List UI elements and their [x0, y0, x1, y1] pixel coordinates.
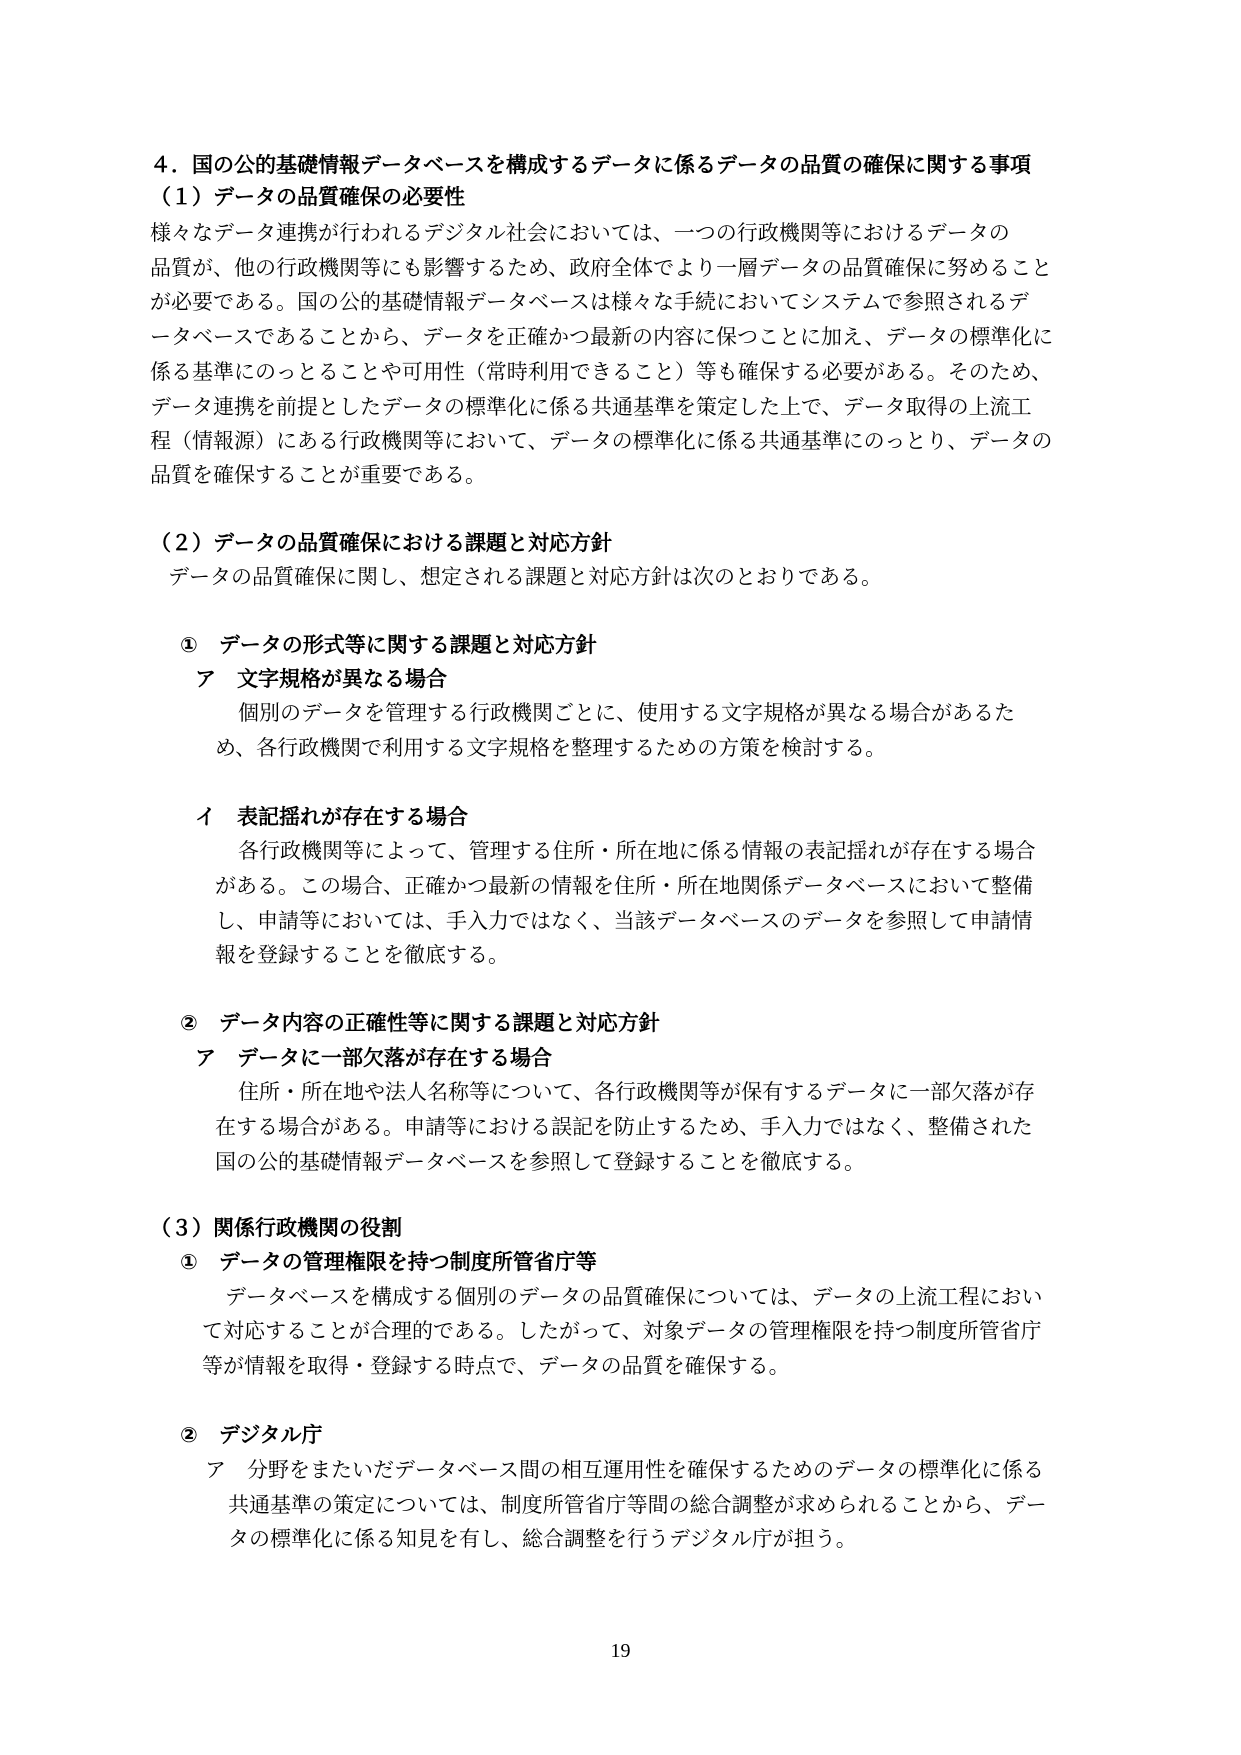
paragraph-line: 住所・所在地や法人名称等について、各行政機関等が保有するデータに一部欠落が存 — [238, 1080, 1036, 1104]
subitem-heading: ア 文字規格が異なる場合 — [195, 667, 447, 691]
paragraph-line: データ連携を前提としたデータの標準化に係る共通基準を策定した上で、データ取得の上流工 — [150, 395, 1032, 419]
subsection-2-heading: （２）データの品質確保における課題と対応方針 — [150, 531, 612, 555]
paragraph-line: 様々なデータ連携が行われるデジタル社会においては、一つの行政機関等におけるデータの — [150, 221, 1010, 245]
paragraph-line: 国の公的基礎情報データベースを参照して登録することを徹底する。 — [215, 1150, 865, 1174]
paragraph-line: し、申請等においては、手入力ではなく、当該データベースのデータを参照して申請情 — [215, 909, 1033, 933]
paragraph-line: 共通基準の策定については、制度所管省庁等間の総合調整が求められることから、デー — [228, 1493, 1047, 1517]
section-heading: ４．国の公的基礎情報データベースを構成するデータに係るデータの品質の確保に関する事項 — [150, 153, 1031, 177]
paragraph-line: が必要である。国の公的基礎情報データベースは様々な手続においてシステムで参照されるデ — [150, 290, 1029, 314]
item-heading: ② データ内容の正確性等に関する課題と対応方針 — [180, 1011, 660, 1035]
paragraph-line: 各行政機関等によって、管理する住所・所在地に係る情報の表記揺れが存在する場合 — [238, 839, 1036, 863]
paragraph-line: データベースを構成する個別のデータの品質確保については、データの上流工程におい — [225, 1285, 1043, 1309]
subsection-3-heading: （３）関係行政機関の役割 — [150, 1216, 402, 1240]
paragraph-line: て対応することが合理的である。したがって、対象データの管理権限を持つ制度所管省庁 — [202, 1319, 1042, 1343]
paragraph-line: 等が情報を取得・登録する時点で、データの品質を確保する。 — [202, 1354, 790, 1378]
subitem-heading: イ 表記揺れが存在する場合 — [195, 805, 468, 829]
paragraph-line: タの標準化に係る知見を有し、総合調整を行うデジタル庁が担う。 — [228, 1527, 857, 1551]
item-heading: ① データの管理権限を持つ制度所管省庁等 — [180, 1250, 597, 1274]
paragraph-line: め、各行政機関で利用する文字規格を整理するための方策を検討する。 — [215, 736, 887, 760]
item-heading: ② デジタル庁 — [180, 1423, 323, 1447]
paragraph-line: 係る基準にのっとることや可用性（常時利用できること）等も確保する必要がある。そのため、 — [150, 360, 1052, 384]
paragraph-line: 報を登録することを徹底する。 — [215, 943, 509, 967]
paragraph-line: 程（情報源）にある行政機関等において、データの標準化に係る共通基準にのっとり、データの — [150, 429, 1053, 453]
subsection-1-heading: （１）データの品質確保の必要性 — [150, 185, 465, 209]
paragraph-line: 品質が、他の行政機関等にも影響するため、政府全体でより一層データの品質確保に努めること — [150, 256, 1053, 280]
paragraph-line: ータベースであることから、データを正確かつ最新の内容に保つことに加え、データの標準化に — [150, 325, 1054, 349]
paragraph-line: 個別のデータを管理する行政機関ごとに、使用する文字規格が異なる場合があるた — [238, 701, 1015, 725]
paragraph-line: ア 分野をまたいだデータベース間の相互運用性を確保するためのデータの標準化に係る — [205, 1458, 1044, 1482]
paragraph-line: データの品質確保に関し、想定される課題と対応方針は次のとおりである。 — [168, 565, 882, 589]
page-number: 19 — [610, 1640, 631, 1662]
paragraph-line: 在する場合がある。申請等における誤記を防止するため、手入力ではなく、整備された — [215, 1115, 1033, 1139]
paragraph-line: がある。この場合、正確かつ最新の情報を住所・所在地関係データベースにおいて整備 — [215, 874, 1033, 898]
subitem-heading: ア データに一部欠落が存在する場合 — [195, 1046, 552, 1070]
item-heading: ① データの形式等に関する課題と対応方針 — [180, 633, 597, 657]
paragraph-line: 品質を確保することが重要である。 — [150, 463, 486, 487]
